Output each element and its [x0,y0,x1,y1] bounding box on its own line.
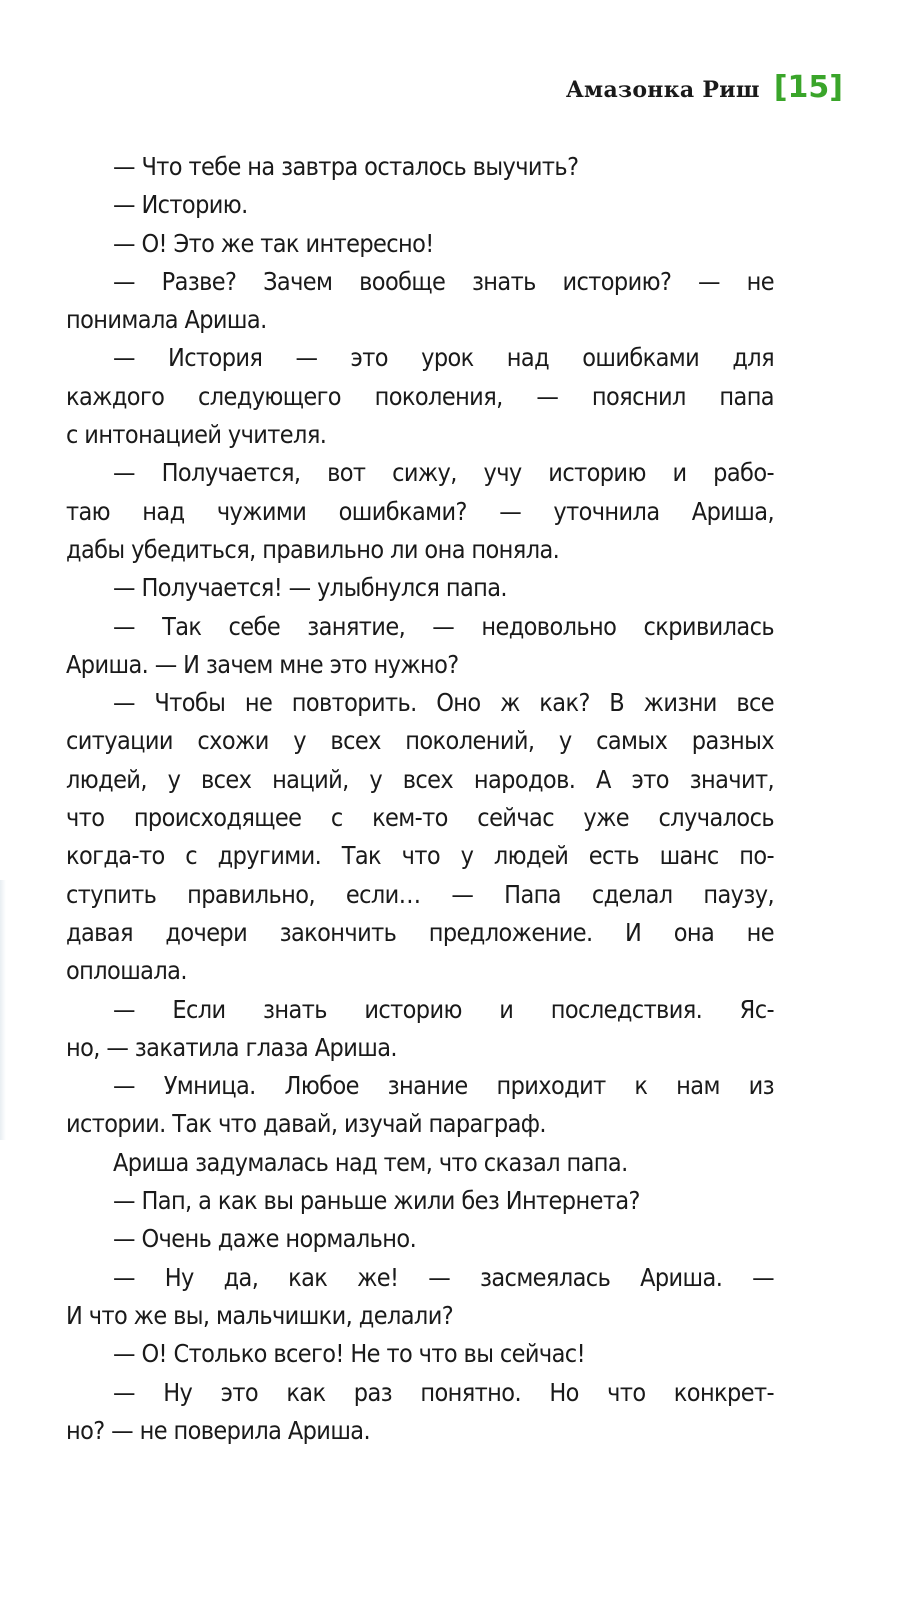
text-line: оплошала. [66,956,187,986]
text-line: каждого следующего поколения, — пояснил папа [66,381,774,411]
text-line: когда-то с другими. Так что у людей есть шанс по- [66,841,774,871]
text-line: — Очень даже нормально. [113,1224,417,1254]
text-line: ситуации схожи у всех поколений, у самых разных [66,726,774,756]
running-header [566,70,843,105]
page-edge-shadow [0,880,6,1140]
text-line: дабы убедиться, правильно ли она поняла. [66,534,560,564]
text-line: — О! Столько всего! Не то что вы сейчас! [113,1339,585,1369]
page-number: [15] [773,70,843,105]
text-line: — Чтобы не повторить. Оно ж как? В жизни все [113,688,774,718]
text-line: но, — закатила глаза Ариша. [66,1032,397,1062]
text-line: — Пап, а как вы раньше жили без Интернета? [113,1186,640,1216]
text-line: Ариша. — И зачем мне это нужно? [66,649,459,679]
text-line: И что же вы, мальчишки, делали? [66,1300,454,1330]
text-line: Ариша задумалась над тем, что сказал папа. [113,1147,628,1177]
text-line: — История — это урок над ошибками для [113,343,774,373]
text-line: ступить правильно, если… — Папа сделал паузу, [66,879,774,909]
text-line: с интонацией учителя. [66,420,327,450]
text-line: — Ну это как раз понятно. Но что конкрет- [113,1377,774,1407]
text-line: понимала Ариша. [66,305,267,335]
text-line: — Получается, вот сижу, учу историю и рабо- [113,458,774,488]
text-line: — О! Это же так интересно! [113,228,434,258]
text-line: — Историю. [113,190,248,220]
text-line: людей, у всех наций, у всех народов. А это значит, [66,764,774,794]
text-line: истории. Так что давай, изучай параграф. [66,1109,546,1139]
text-line: таю над чужими ошибками? — уточнила Ариша, [66,496,774,526]
text-line: что происходящее с кем-то сейчас уже случалось [66,803,774,833]
text-line: — Умница. Любое знание приходит к нам из [113,1071,774,1101]
running-title: Амазонка Риш [565,77,760,103]
text-line: — Ну да, как же! — засмеялась Ариша. — [113,1262,774,1292]
text-line: — Если знать историю и последствия. Яс- [113,994,774,1024]
text-line: но? — не поверила Ариша. [66,1415,371,1445]
text-line: — Что тебе на завтра осталось выучить? [113,152,579,181]
text-line: — Так себе занятие, — недовольно скривилась [113,611,774,641]
body-text [66,148,774,1450]
text-line: — Получается! — улыбнулся папа. [113,573,507,603]
text-line: давая дочери закончить предложение. И она не [66,917,774,947]
text-line: — Разве? Зачем вообще знать историю? — не [113,266,774,296]
